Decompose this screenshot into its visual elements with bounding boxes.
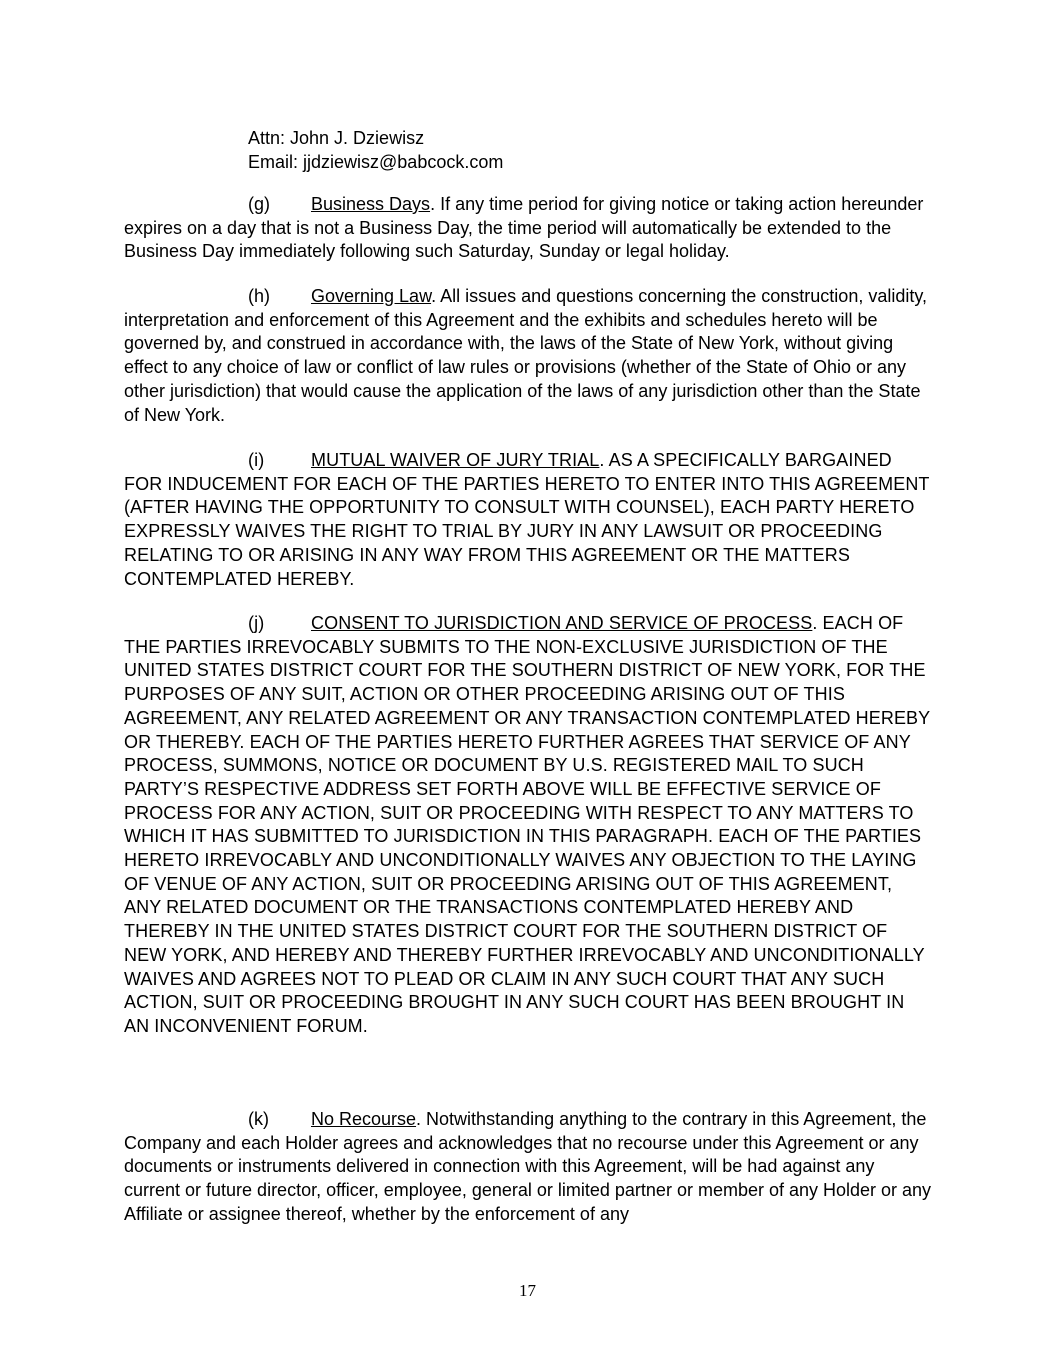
attn-line: Attn: John J. Dziewisz [248, 128, 425, 148]
section-heading: Business Days [311, 194, 431, 214]
section-text: . AS A SPECIFICALLY BARGAINED FOR INDUCEMENT FOR EACH OF THE PARTIES HERETO TO ENTER INTO THIS AGREEMENT (AFTER HAVING THE OPPORTUNITY TO CONSULT WITH COUNSEL), EACH PARTY HERETO EXPRESSLY WAIVES THE RIGHT TO TRIAL BY JURY IN ANY LAWSUIT OR PROCEEDING RELATING TO OR ARISING IN ANY WAY FROM THIS AGREEMENT OR THE MATTERS CONTEMPLATED HEREBY. [124, 450, 930, 589]
section-j-jurisdiction [124, 612, 930, 1039]
section-heading: Governing Law [311, 286, 432, 306]
section-label: (k) [248, 1109, 269, 1129]
section-text: . EACH OF THE PARTIES IRREVOCABLY SUBMITS TO THE NON-EXCLUSIVE JURISDICTION OF THE UNITED STATES DISTRICT COURT FOR THE SOUTHERN DISTRICT OF NEW YORK, FOR THE PURPOSES OF ANY SUIT, ACTION OR OTHER PROCEEDING ARISING OUT OF THIS AGREEMENT, ANY RELATED AGREEMENT OR ANY TRANSACTION CONTEMPLATED HEREBY OR THEREBY. EACH OF THE PARTIES HERETO FURTHER AGREES THAT SERVICE OF ANY PROCESS, SUMMONS, NOTICE OR DOCUMENT BY U.S. REGISTERED MAIL TO SUCH PARTY’S RESPECTIVE ADDRESS SET FORTH ABOVE WILL BE EFFECTIVE SERVICE OF PROCESS FOR ANY ACTION, SUIT OR PROCEEDING WITH RESPECT TO ANY MATTERS TO WHICH IT HAS SUBMITTED TO JURISDICTION IN THIS PARAGRAPH. EACH OF THE PARTIES HERETO IRREVOCABLY AND UNCONDITIONALLY WAIVES ANY OBJECTION TO THE LAYING OF VENUE OF ANY ACTION, SUIT OR PROCEEDING ARISING OUT OF THIS AGREEMENT, ANY RELATED DOCUMENT OR THE TRANSACTIONS CONTEMPLATED HEREBY AND THEREBY IN THE UNITED STATES DISTRICT COURT FOR THE SOUTHERN DISTRICT OF NEW YORK, AND HEREBY AND THEREBY FURTHER IRREVOCABLY AND UNCONDITIONALLY WAIVES AND AGREES NOT TO PLEAD OR CLAIM IN ANY SUCH COURT THAT ANY SUCH ACTION, SUIT OR PROCEEDING BROUGHT IN ANY SUCH COURT HAS BEEN BROUGHT IN AN INCONVENIENT FORUM. [124, 613, 930, 1036]
notice-address-block [248, 126, 503, 174]
page-number: 17 [519, 1281, 536, 1300]
section-heading: MUTUAL WAIVER OF JURY TRIAL [311, 450, 600, 470]
section-text: . If any time period for giving notice or taking action hereunder expires on a day that is not a Business Day, the time period will automatically be extended to the Business Day immediately following such Saturday, Sunday or legal holiday. [124, 194, 924, 262]
section-label: (g) [248, 194, 270, 214]
section-g-business-days [124, 193, 932, 264]
section-label: (j) [248, 613, 265, 633]
section-text: . All issues and questions concerning the construction, validity, interpretation and enforcement of this Agreement and the exhibits and schedules hereto will be governed by, and construed in accordance with, the laws of the State of New York, without giving effect to any choice of law or conflict of law rules or provisions (whether of the State of Ohio or any other jurisdiction) that would cause the application of the laws of any jurisdiction other than the State of New York. [124, 286, 928, 425]
section-i-jury-waiver [124, 449, 932, 591]
email-line: Email: jjdziewisz@babcock.com [248, 152, 504, 172]
section-label: (i) [248, 450, 265, 470]
section-heading: CONSENT TO JURISDICTION AND SERVICE OF PROCESS [311, 613, 813, 633]
section-text: . Notwithstanding anything to the contrary in this Agreement, the Company and each Holder agrees and acknowledges that no recourse under this Agreement or any documents or instruments delivered in connection with this Agreement, will be had against any current or future director, officer, employee, general or limited partner or member of any Holder or any Affiliate or assignee thereof, whether by the enforcement of any [124, 1109, 932, 1224]
section-k-no-recourse [124, 1108, 932, 1227]
section-h-governing-law [124, 285, 932, 427]
section-heading: No Recourse [311, 1109, 417, 1129]
section-label: (h) [248, 286, 270, 306]
